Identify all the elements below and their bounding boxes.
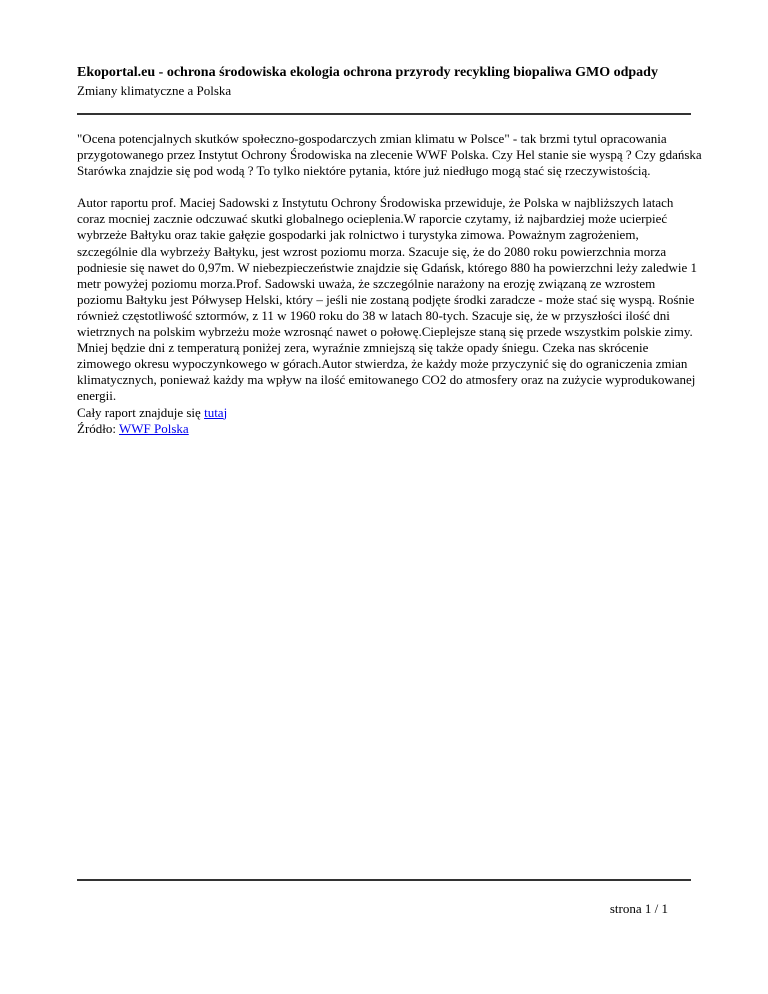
report-line (77, 405, 702, 421)
article-paragraph: Autor raportu prof. Maciej Sadowski z Instytutu Ochrony Środowiska przewiduje, że Polska w najbliższych latach coraz mocniej zacznie odczuwać skutki globalnego ocieplenia.W raporcie czytamy, iż najbardziej może ucierpieć wybrzeże Bałtyku oraz takie gałęzie gospodarki jak rolnictwo i turystyka zimowa. Poważnym zagrożeniem, szczególnie dla wybrzeży Bałtyku, jest wzrost poziomu morza. Szacuje się, że do 2080 roku powierzchnia morza podniesie się nawet do 0,97m. W niebezpieczeństwie znajdzie się Gdańsk, którego 880 ha powierzchni leży zaledwie 1 metr powyżej poziomu morza.Prof. Sadowski uważa, że szczególnie narażony na erozję związaną ze wzrostem poziomu Bałtyku jest Półwysep Helski, który – jeśli nie zostaną podjęte środki zaradcze - może stać się wyspą. Rośnie również częstotliwość sztormów, z 11 w 1960 roku do 38 w latach 80-tych. Szacuje się, że w przyszłości ilość dni wietrznych na polskim wybrzeżu może wzrosnąć nawet o połowę.Cieplejsze staną się przede wszystkim polskie zimy. Mniej będzie dni z temperaturą poniżej zera, wyraźnie zmniejszą się także opady śniegu. Czeka nas skrócenie zimowego okresu wypoczynkowego w górach.Autor stwierdza, że każdy może przyczynić się do ograniczenia zmian klimatycznych, ponieważ każdy ma wpływ na ilość emitowanego CO2 do atmosfery oraz na zużycie wyprodukowanej energii. (77, 195, 698, 404)
source-line (77, 421, 702, 437)
article-body (77, 131, 702, 437)
site-title: Ekoportal.eu - ochrona środowiska ekologia ochrona przyrody recykling biopaliwa GMO odpady (77, 65, 658, 80)
header-divider (77, 113, 691, 115)
article-title: Zmiany klimatyczne a Polska (77, 83, 232, 98)
source-link[interactable]: WWF Polska (119, 420, 189, 436)
article-intro: "Ocena potencjalnych skutków społeczno-gospodarczych zmian klimatu w Polsce" - tak brzmi tytul opracowania przygotowanego przez Instytut Ochrony Środowiska na zlecenie WWF Polska. Czy Hel stanie sie wyspą ? Czy gdańska Starówka znajdzie się pod wodą ? To tylko niektóre pytania, które już niedługo mogą stać się rzeczywistością. (77, 131, 702, 179)
page-number: strona 1 / 1 (609, 901, 668, 916)
footer-divider (77, 879, 691, 881)
source-label: Źródło: (77, 420, 120, 436)
report-link[interactable]: tutaj (204, 404, 228, 420)
report-label: Cały raport znajduje się (77, 404, 205, 420)
page-header (77, 64, 691, 99)
